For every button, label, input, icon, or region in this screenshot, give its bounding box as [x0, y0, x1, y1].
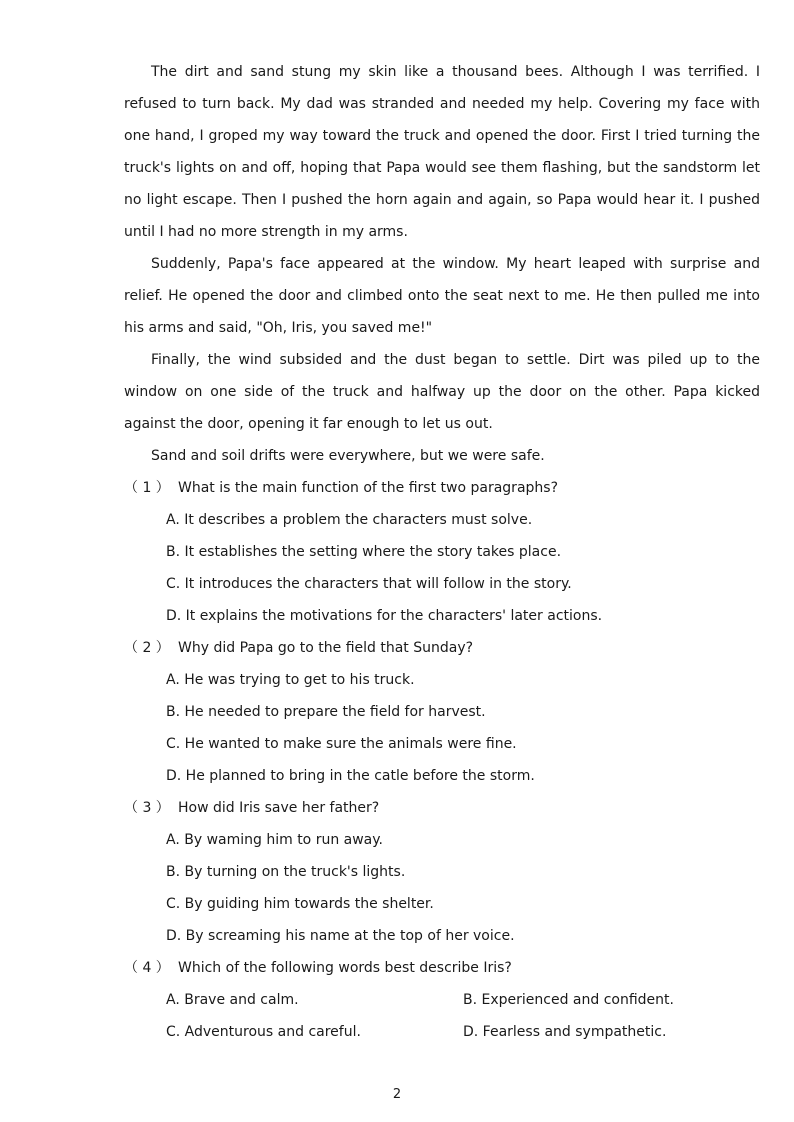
- question-number: （ 1 ）: [124, 480, 170, 496]
- question-number: （ 2 ）: [124, 640, 170, 656]
- question-text: Why did Papa go to the field that Sunday?: [178, 640, 474, 656]
- option-d: D. By screaming his name at the top of her voice.: [166, 928, 515, 944]
- question-number: （ 3 ）: [124, 800, 170, 816]
- question-1: [124, 472, 760, 632]
- option-b: B. By turning on the truck's lights.: [166, 864, 406, 880]
- option-a: A. It describes a problem the characters must solve.: [166, 512, 533, 528]
- question-number: （ 4 ）: [124, 960, 170, 976]
- option-b: B. It establishes the setting where the story takes place.: [166, 544, 562, 560]
- option-c: C. By guiding him towards the shelter.: [166, 896, 434, 912]
- option-c: C. Adventurous and careful.: [166, 1024, 361, 1040]
- option-d: D. Fearless and sympathetic.: [463, 1024, 667, 1040]
- question-text: What is the main function of the first two paragraphs?: [178, 480, 559, 496]
- question-text: Which of the following words best describe Iris?: [178, 960, 512, 976]
- option-a: A. By waming him to run away.: [166, 832, 383, 848]
- option-c: C. It introduces the characters that will follow in the story.: [166, 576, 572, 592]
- option-a: A. Brave and calm.: [166, 992, 299, 1008]
- question-2: [124, 632, 760, 792]
- option-a: A. He was trying to get to his truck.: [166, 672, 415, 688]
- document-page: [124, 56, 760, 1048]
- passage-paragraph-1: The dirt and sand stung my skin like a thousand bees. Although I was terrified. I refused to turn back. My dad was stranded and needed my help. Covering my face with one hand, I groped my way toward the truck and opened the door. First I tried turning the truck's lights on and off, hoping that Papa would see them flashing, but the sandstorm let no light escape. Then I pushed the horn again and again, so Papa would hear it. I pushed until I had no more strength in my arms.: [124, 64, 760, 240]
- page-number: 2: [392, 1087, 402, 1102]
- option-c: C. He wanted to make sure the animals were fine.: [166, 736, 517, 752]
- passage-paragraph-2: Suddenly, Papa's face appeared at the window. My heart leaped with surprise and relief. He opened the door and climbed onto the seat next to me. He then pulled me into his arms and said, "Oh, Iris, you saved me!": [124, 256, 760, 336]
- option-d: D. He planned to bring in the catle before the storm.: [166, 768, 535, 784]
- option-b: B. He needed to prepare the field for harvest.: [166, 704, 486, 720]
- option-d: D. It explains the motivations for the characters' later actions.: [166, 608, 603, 624]
- option-b: B. Experienced and confident.: [463, 992, 674, 1008]
- passage-paragraph-3: Finally, the wind subsided and the dust began to settle. Dirt was piled up to the window on one side of the truck and halfway up the door on the other. Papa kicked against the door, opening it far enough to let us out.: [124, 352, 760, 432]
- question-text: How did Iris save her father?: [178, 800, 380, 816]
- passage-paragraph-4: Sand and soil drifts were everywhere, but we were safe.: [151, 448, 545, 464]
- question-4: [124, 952, 760, 1048]
- question-3: [124, 792, 760, 952]
